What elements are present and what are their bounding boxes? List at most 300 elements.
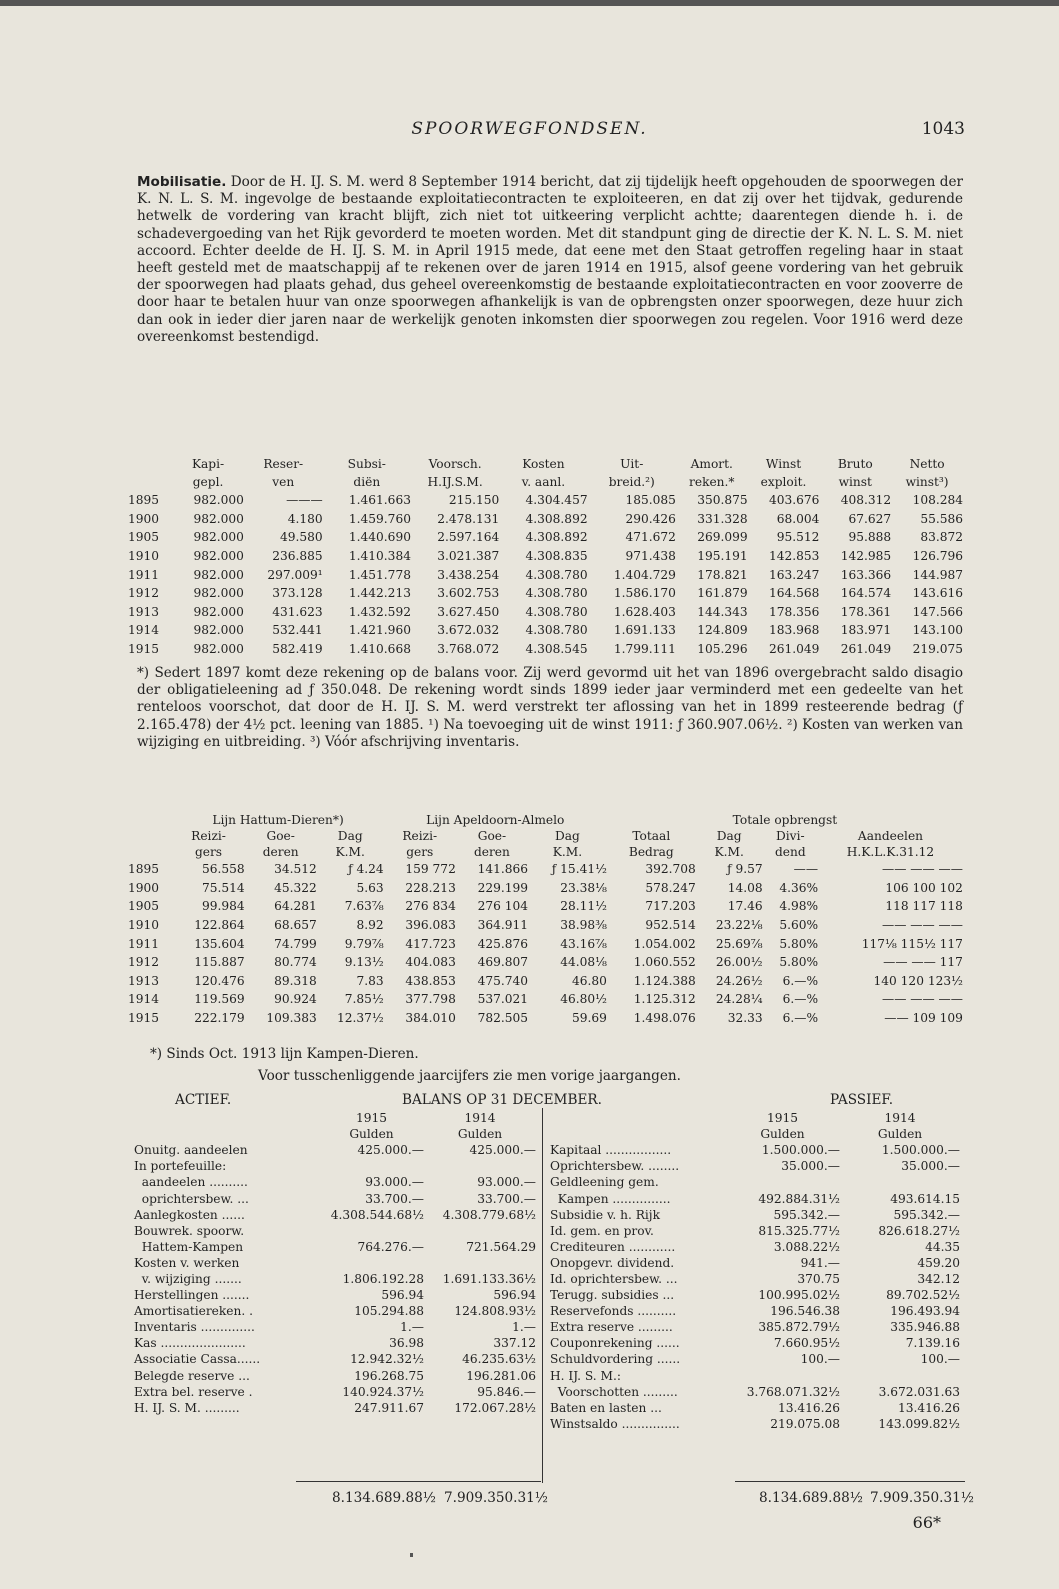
amount-1914: 7.139.16 — [905, 1336, 960, 1351]
cell-value: 90.924 — [274, 992, 317, 1007]
cell-value: 276 104 — [477, 899, 528, 914]
amount-1914: 3.672.031.63 — [878, 1384, 960, 1399]
cell-value: 4.308.780 — [525, 567, 588, 582]
balance-item: Belegde reserve ... — [134, 1368, 250, 1383]
balance-item: H. IJ. S. M.: — [550, 1368, 621, 1383]
cell-value: 269.099 — [697, 530, 748, 545]
cell-value: 3.627.450 — [437, 604, 500, 619]
total-rule-right — [735, 1481, 965, 1482]
cell-value: 24.26½ — [715, 973, 763, 988]
amount-1914: 721.564.29 — [466, 1239, 536, 1254]
amount-1915: 595.342.— — [773, 1207, 840, 1222]
balance-item: Kapitaal ................. — [550, 1143, 672, 1158]
cell-value: 404.083 — [405, 955, 456, 970]
amount-1914: 1.— — [512, 1320, 536, 1335]
balance-item: Crediteuren ............ — [550, 1239, 676, 1254]
amount-1915: 1.500.000.— — [761, 1143, 840, 1158]
cell-value: 1.459.760 — [348, 511, 411, 526]
cell-value: 982.000 — [193, 604, 244, 619]
amount-1915: 3.088.22½ — [773, 1239, 840, 1254]
column-header: Bruto — [837, 457, 873, 471]
column-header: ven — [272, 475, 295, 489]
amount-1914: 172.067.28½ — [454, 1400, 536, 1415]
spacer — [550, 1126, 725, 1142]
cell-value: 982.000 — [193, 530, 244, 545]
balance-item: Onuitg. aandeelen — [134, 1143, 248, 1158]
header-row — [128, 828, 963, 844]
cell-value: ——— — [286, 493, 323, 508]
table-row — [128, 621, 963, 640]
balance-item: Id. gem. en prov. — [550, 1223, 654, 1238]
amount-1915 — [319, 1158, 424, 1174]
cell-value: 717.203 — [645, 899, 696, 914]
cell-value: 46.80½ — [560, 992, 607, 1007]
balance-row — [134, 1384, 536, 1400]
header-row — [128, 844, 963, 860]
cell-value: 164.574 — [840, 586, 892, 601]
row-year: 1900 — [128, 511, 160, 526]
financial-table-body — [128, 491, 963, 658]
amount-1915: 33.700.— — [365, 1191, 424, 1206]
cell-value: 142.985 — [840, 549, 892, 564]
amount-1914: 196.493.94 — [890, 1304, 960, 1319]
column-header: Goe- — [266, 829, 295, 843]
balance-row — [134, 1223, 536, 1239]
amount-1915: 1.— — [400, 1320, 424, 1335]
signature-mark: 66* — [912, 1513, 941, 1532]
cell-value: 7.83 — [356, 973, 384, 988]
amount-1914: 124.808.93½ — [454, 1304, 536, 1319]
total-actief-1914: 7.909.350.31½ — [444, 1490, 548, 1506]
cell-value: 4.308.892 — [525, 511, 588, 526]
cell-value: 126.796 — [912, 549, 963, 564]
group-header: Totale opbrengst — [732, 813, 838, 827]
balance-item: Kas ...................... — [134, 1336, 246, 1351]
column-header: H.IJ.S.M. — [427, 475, 483, 489]
cell-value: 106 100 102 — [885, 880, 963, 895]
cell-value: 46.80 — [572, 973, 607, 988]
cell-value: 3.602.753 — [437, 586, 500, 601]
cell-value: ƒ 9.57 — [727, 862, 763, 877]
cell-value: 9.79⅞ — [344, 936, 384, 951]
cell-value: 161.879 — [697, 586, 748, 601]
amount-1915: 140.924.37½ — [342, 1384, 424, 1399]
amount-1915: 36.98 — [389, 1336, 424, 1351]
revenue-footnote: *) Sinds Oct. 1913 lijn Kampen-Dieren. — [150, 1046, 419, 1062]
cell-value: 1.498.076 — [633, 1011, 696, 1026]
running-title: SPOORWEGFONDSEN. — [411, 119, 648, 139]
table-row — [128, 879, 963, 898]
amount-1915: 4.308.544.68½ — [330, 1207, 424, 1222]
cell-value: —— —— 117 — [883, 955, 963, 970]
header-row — [128, 455, 963, 473]
amount-1914: 35.000.— — [901, 1159, 960, 1174]
cell-value: 215.150 — [448, 493, 500, 508]
cell-value: 195.191 — [697, 549, 748, 564]
column-header: v. aanl. — [521, 475, 566, 489]
table-row — [128, 916, 963, 935]
cell-value: 982.000 — [193, 623, 244, 638]
amount-1915: 815.325.77½ — [758, 1223, 840, 1238]
cell-value: 142.853 — [768, 549, 820, 564]
cell-value: 67.627 — [848, 511, 892, 526]
balance-col-header: Gulden — [760, 1127, 805, 1142]
balance-item: Kampen ............... — [550, 1191, 671, 1206]
cell-value: 4.180 — [287, 511, 323, 526]
cell-value: 119.569 — [194, 992, 245, 1007]
cell-value: 183.968 — [768, 623, 820, 638]
page-header — [0, 119, 1059, 147]
cell-value: 118 117 118 — [885, 899, 963, 914]
row-year: 1913 — [128, 604, 160, 619]
balance-row — [134, 1368, 536, 1384]
row-year: 1910 — [128, 549, 160, 564]
cell-value: 164.568 — [768, 586, 820, 601]
table-row — [128, 897, 963, 916]
cell-value: 377.798 — [405, 992, 456, 1007]
cell-value: 4.308.835 — [525, 549, 588, 564]
amount-1915: 196.546.38 — [770, 1304, 840, 1319]
balance-item: In portefeuille: — [134, 1159, 227, 1174]
cell-value: 124.809 — [697, 623, 748, 638]
balance-row — [134, 1207, 536, 1223]
cell-value: 384.010 — [405, 1011, 456, 1026]
balance-row — [550, 1142, 960, 1158]
cell-value: 229.199 — [477, 880, 528, 895]
column-header: gers — [406, 845, 434, 859]
amount-1914 — [424, 1223, 536, 1239]
cell-value: 5.63 — [356, 880, 384, 895]
cell-value: 7.63⅞ — [344, 899, 384, 914]
cell-value: 982.000 — [193, 586, 244, 601]
table-row — [128, 510, 963, 529]
balance-item: H. IJ. S. M. ......... — [134, 1400, 240, 1415]
cell-value: 350.875 — [697, 493, 748, 508]
column-header: reken.* — [689, 475, 735, 489]
cell-value: 5.80% — [779, 936, 819, 951]
balance-item: Subsidie v. h. Rijk — [550, 1207, 660, 1222]
cell-value: 782.505 — [477, 1011, 528, 1026]
total-rule-left — [296, 1481, 541, 1482]
amount-1914: 337.12 — [493, 1336, 536, 1351]
balance-row — [550, 1190, 960, 1206]
row-year: 1911 — [128, 567, 160, 582]
balance-actief-table — [134, 1110, 536, 1416]
cell-value: 228.213 — [405, 880, 456, 895]
cell-value: 99.984 — [201, 899, 245, 914]
balance-row — [134, 1239, 536, 1255]
intro-text: Door de H. IJ. S. M. werd 8 September 1914 bericht, dat zij tijdelijk heeft opgehouden de spoorwegen der K. N. L. S. M. ingevolge de bestaande exploitatiecontracten te exploiteeren, en dat zij over het tijdvak, gedurende hetwelk de vordering van kracht blijft, zich niet tot uitkeering verplicht achtte; daarentegen diende h. i. de schadevergoeding van het Rijk gevorderd te moeten worden. Met dit standpunt ging de directie der K. N. L. S. M. niet accoord. Echter deelde de H. IJ. S. M. in April 1915 mede, dat eene met den Staat getroffen regeling haar in staat heeft gesteld met de maatschappij af te rekenen over de jaren 1914 en 1915, alsof geene vordering van het gebruik der spoorwegen had plaats gehad, dus geheel overeenkomstig de bestaande exploitatiecontracten en voor zooverre de door haar te betalen huur van onze spoorwegen afhankelijk is van de opbrengsten onzer spoorwegen, deze huur zich dan ook in ieder dier jaren naar de werkelijk genoten inkomsten dier spoorwegen zou regelen. Voor 1916 werd deze overeenkomst bestendigd. — [137, 174, 963, 345]
balance-item: Winstsaldo ............... — [550, 1416, 680, 1431]
row-year: 1895 — [128, 862, 160, 877]
cell-value: 1.124.388 — [633, 973, 696, 988]
amount-1915: 492.884.31½ — [758, 1191, 840, 1206]
row-year: 1915 — [128, 642, 160, 657]
cell-value: 105.296 — [697, 642, 748, 657]
amount-1914: 595.342.— — [893, 1207, 960, 1222]
table-row — [128, 990, 963, 1009]
group-header: Lijn Apeldoorn-Almelo — [426, 813, 565, 827]
amount-1915: 385.872.79½ — [758, 1320, 840, 1335]
cell-value: 3.768.072 — [437, 642, 500, 657]
cell-value: —— —— —— — [882, 862, 963, 877]
cell-value: 4.36% — [779, 880, 819, 895]
column-header: dend — [774, 845, 806, 859]
balance-row — [550, 1416, 960, 1432]
cell-value: 140 120 123½ — [873, 973, 963, 988]
amount-1914: 335.946.88 — [890, 1320, 960, 1335]
cell-value: 55.586 — [920, 511, 963, 526]
cell-value: 43.16⅞ — [560, 936, 607, 951]
cell-value: 261.049 — [768, 642, 820, 657]
cell-value: 297.009¹ — [267, 567, 323, 582]
balance-head-row — [550, 1110, 960, 1126]
amount-1914: 1.691.133.36½ — [442, 1271, 536, 1286]
amount-1915: 35.000.— — [781, 1159, 840, 1174]
amount-1914: 4.308.779.68½ — [442, 1207, 536, 1222]
cell-value: 75.514 — [201, 880, 245, 895]
balance-col-header: Gulden — [457, 1127, 503, 1142]
amount-1915: 7.660.95½ — [773, 1336, 840, 1351]
column-header: Goe- — [477, 829, 507, 843]
balance-col-header: Gulden — [349, 1127, 394, 1142]
cell-value: 68.657 — [274, 918, 317, 933]
cell-value: 14.08 — [727, 880, 763, 895]
cell-value: 982.000 — [193, 642, 244, 657]
cell-value: 117⅛ 115½ 117 — [861, 936, 963, 951]
cell-value: 56.558 — [201, 862, 245, 877]
ink-speck — [410, 1553, 413, 1557]
column-header: Reser- — [263, 457, 304, 471]
amount-1914 — [424, 1158, 536, 1174]
row-year: 1912 — [128, 955, 160, 970]
balance-row — [550, 1287, 960, 1303]
cell-value: 178.821 — [697, 567, 748, 582]
cell-value: 219.075 — [912, 642, 963, 657]
balance-item: Extra bel. reserve . — [134, 1384, 253, 1399]
amount-1914: 13.416.26 — [897, 1400, 960, 1415]
cell-value: 80.774 — [274, 955, 317, 970]
cell-value: 532.441 — [272, 623, 323, 638]
cell-value: 109.383 — [266, 1011, 317, 1026]
cell-value: 364.911 — [477, 918, 528, 933]
intro-paragraph — [137, 174, 963, 346]
cell-value: 396.083 — [405, 918, 456, 933]
cell-value: 1.421.960 — [348, 623, 411, 638]
column-header: Aandeelen — [857, 829, 924, 843]
page-number: 1043 — [921, 119, 965, 139]
balance-item: Oprichtersbew. ........ — [550, 1159, 680, 1174]
row-year: 1914 — [128, 992, 160, 1007]
cell-value: 95.888 — [848, 530, 892, 545]
cell-value: 135.604 — [194, 936, 245, 951]
amount-1914: 93.000.— — [477, 1175, 536, 1190]
balance-item: Kosten v. werken — [134, 1255, 240, 1270]
cell-value: 438.853 — [405, 973, 456, 988]
balance-col-header: 1914 — [464, 1111, 496, 1126]
column-header: Kosten — [522, 457, 565, 471]
column-header: deren — [262, 845, 299, 859]
cell-value: 6.—% — [782, 973, 819, 988]
cell-value: 74.799 — [274, 936, 317, 951]
cell-value: 108.284 — [912, 493, 963, 508]
cell-value: 4.308.780 — [525, 623, 588, 638]
balance-item: Inventaris .............. — [134, 1320, 255, 1335]
amount-1914: 425.000.— — [469, 1143, 536, 1158]
column-header: gers — [194, 845, 223, 859]
balance-item: Aanlegkosten ...... — [134, 1207, 245, 1222]
cell-value: 23.38⅛ — [560, 880, 607, 895]
column-header: Bedrag — [628, 845, 674, 859]
cell-value: 24.28¼ — [715, 992, 763, 1007]
cell-value: 7.85½ — [344, 992, 384, 1007]
revenue-table-header — [128, 812, 963, 860]
cell-value: 469.807 — [477, 955, 528, 970]
cell-value: 185.085 — [625, 493, 676, 508]
cell-value: 1.628.403 — [613, 604, 676, 619]
reference-note: Voor tusschenliggende jaarcijfers zie men vorige jaargangen. — [258, 1068, 681, 1084]
amount-1914: 143.099.82½ — [878, 1416, 960, 1431]
cell-value: 1.410.384 — [348, 549, 411, 564]
cell-value: 141.866 — [477, 862, 528, 877]
table-row — [128, 491, 963, 510]
balance-col-header: 1914 — [884, 1111, 916, 1126]
cell-value: 159 772 — [405, 862, 456, 877]
balance-head-row — [550, 1126, 960, 1142]
cell-value: 236.885 — [272, 549, 323, 564]
cell-value: —— —— —— — [882, 992, 963, 1007]
cell-value: 183.971 — [840, 623, 892, 638]
column-header: Dag — [337, 829, 363, 843]
table-row — [128, 547, 963, 566]
row-year: 1910 — [128, 918, 160, 933]
cell-value: ƒ 15.41½ — [551, 862, 607, 877]
balance-item: Bouwrek. spoorw. — [134, 1223, 245, 1238]
column-header: Winst — [765, 457, 802, 471]
balance-row — [134, 1142, 536, 1158]
column-header: exploit. — [760, 475, 807, 489]
row-year: 1912 — [128, 586, 160, 601]
amount-1915: 425.000.— — [357, 1143, 424, 1158]
balance-row — [134, 1271, 536, 1287]
amount-1914: 826.618.27½ — [878, 1223, 960, 1238]
amount-1915: 100.— — [800, 1352, 840, 1367]
balance-row — [550, 1368, 960, 1384]
balance-item: Extra reserve ......... — [550, 1320, 673, 1335]
cell-value: 471.672 — [625, 530, 676, 545]
cell-value: 45.322 — [274, 880, 317, 895]
column-header: Netto — [909, 457, 945, 471]
cell-value: 417.723 — [405, 936, 456, 951]
cell-value: 83.872 — [920, 530, 963, 545]
amount-1914: 89.702.52½ — [886, 1288, 960, 1303]
balance-item: Couponrekening ...... — [550, 1336, 680, 1351]
cell-value: 64.281 — [274, 899, 317, 914]
cell-value: 431.623 — [272, 604, 323, 619]
cell-value: 178.361 — [840, 604, 892, 619]
balance-item: Id. oprichtersbew. ... — [550, 1271, 678, 1286]
cell-value: 1.410.668 — [348, 642, 411, 657]
amount-1915: 12.942.32½ — [350, 1352, 424, 1367]
cell-value: 1.125.312 — [633, 992, 696, 1007]
column-header — [128, 455, 172, 473]
amount-1914: 1.500.000.— — [881, 1143, 960, 1158]
balance-item: oprichtersbew. ... — [134, 1191, 249, 1206]
cell-value: 3.438.254 — [437, 567, 500, 582]
balance-row — [550, 1255, 960, 1271]
cell-value: 8.92 — [356, 918, 384, 933]
cell-value: 475.740 — [477, 973, 528, 988]
amount-1915 — [725, 1174, 840, 1190]
cell-value: 1.440.690 — [348, 530, 411, 545]
cell-value: 23.22⅛ — [715, 918, 763, 933]
cell-value: 89.318 — [274, 973, 317, 988]
cell-value: ƒ 4.24 — [348, 862, 384, 877]
amount-1915: 13.416.26 — [777, 1400, 840, 1415]
amount-1915: 941.— — [800, 1255, 840, 1270]
balance-item: Amortisatiereken. . — [134, 1304, 253, 1319]
amount-1915: 764.276.— — [357, 1239, 424, 1254]
cell-value: 331.328 — [697, 511, 748, 526]
column-header: Uit- — [620, 457, 644, 471]
row-year: 1900 — [128, 880, 160, 895]
cell-value: 1.442.213 — [348, 586, 411, 601]
amount-1914: 44.35 — [925, 1239, 960, 1254]
cell-value: 4.308.780 — [525, 586, 588, 601]
balance-row — [550, 1400, 960, 1416]
cell-value: 32.33 — [727, 1011, 763, 1026]
balance-row — [134, 1158, 536, 1174]
column-header: diën — [353, 475, 381, 489]
cell-value: 261.049 — [840, 642, 892, 657]
cell-value: 403.676 — [768, 493, 820, 508]
balance-col-header: 1915 — [355, 1111, 388, 1126]
balance-item: Herstellingen ....... — [134, 1288, 250, 1303]
balance-item: Schuldvordering ...... — [550, 1352, 681, 1367]
cell-value: 5.60% — [779, 918, 819, 933]
row-year: 1913 — [128, 973, 160, 988]
balance-row — [134, 1319, 536, 1335]
cell-value: 9.13½ — [344, 955, 384, 970]
cell-value: 34.512 — [274, 862, 317, 877]
table-row — [128, 860, 963, 879]
cell-value: 59.69 — [572, 1011, 607, 1026]
cell-value: —— — [793, 862, 819, 877]
cell-value: 1.586.170 — [613, 586, 676, 601]
table-row — [128, 934, 963, 953]
row-year: 1915 — [128, 1011, 160, 1026]
balance-passief-table — [550, 1110, 960, 1432]
balance-row — [550, 1239, 960, 1255]
amount-1914: 342.12 — [917, 1271, 960, 1286]
cell-value: 582.419 — [272, 642, 323, 657]
cell-value: —— —— —— — [882, 918, 963, 933]
column-header: H.K.L.K.31.12 — [846, 845, 935, 859]
column-header: Dag — [716, 829, 742, 843]
balance-item: Terugg. subsidies ... — [550, 1288, 675, 1303]
column-header: K.M. — [335, 845, 365, 859]
cell-value: 4.304.457 — [525, 493, 588, 508]
balance-col-header: 1915 — [766, 1111, 799, 1126]
cell-value: 147.566 — [912, 604, 963, 619]
balance-row — [550, 1303, 960, 1319]
column-header — [128, 473, 172, 491]
spacer — [550, 1110, 725, 1126]
balance-row — [550, 1271, 960, 1287]
column-header: winst — [838, 475, 872, 489]
balance-item: aandeelen .......... — [134, 1175, 248, 1190]
passief-heading: PASSIEF. — [830, 1092, 894, 1108]
